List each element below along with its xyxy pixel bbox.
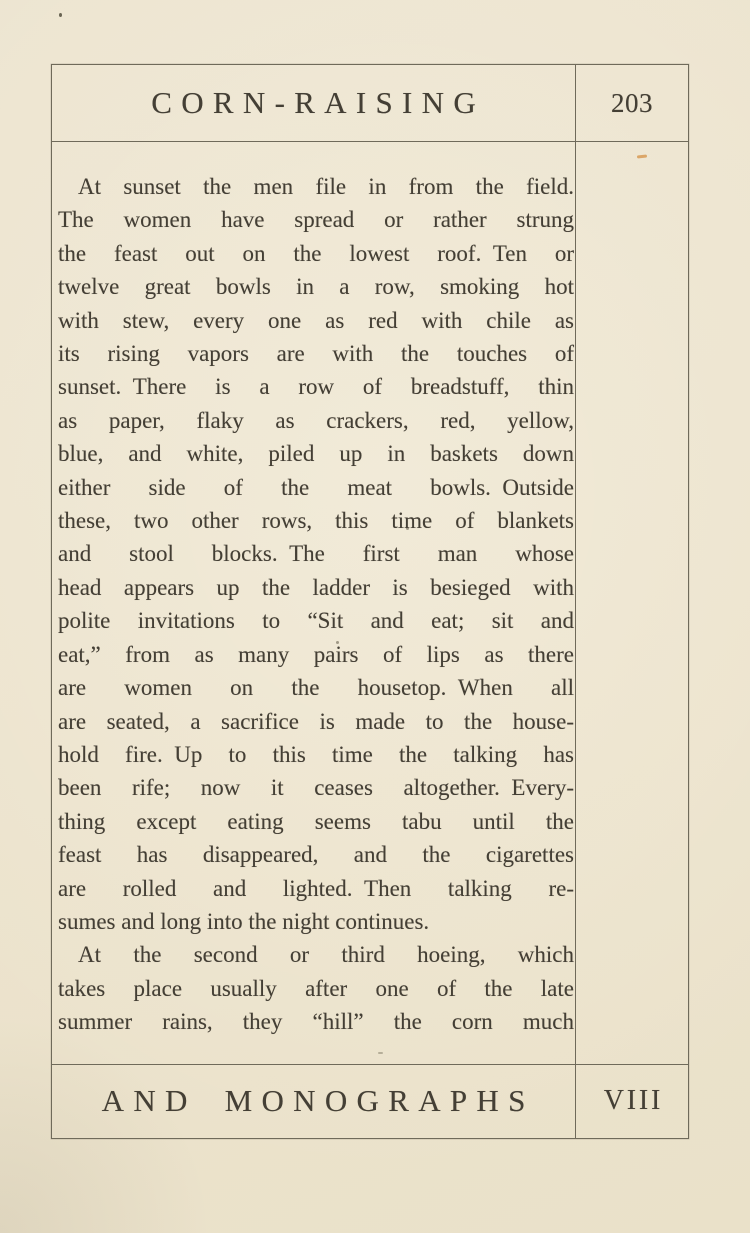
text-line: are women on the housetop. When all: [58, 675, 574, 701]
volume-number: VIII: [603, 1085, 664, 1116]
text-line: are seated, a sacrifice is made to the house-: [58, 708, 574, 734]
text-line: and stool blocks. The first man whose: [58, 541, 574, 567]
text-line: as paper, flaky as crackers, red, yellow,: [58, 407, 574, 433]
text-line: At the second or third hoeing, which: [78, 942, 574, 968]
text-line: thing except eating seems tabu until the: [58, 808, 574, 834]
page-number-cell: [576, 65, 688, 141]
text-line: its rising vapors are with the touches of: [58, 341, 574, 367]
text-line: are rolled and lighted. Then talking re-: [58, 875, 574, 901]
text-line: sumes and long into the night continues.: [58, 908, 430, 934]
running-head: [52, 65, 575, 141]
text-line: either side of the meat bowls. Outside: [58, 474, 574, 500]
text-line: feast has disappeared, and the cigarettes: [58, 842, 574, 868]
text-line: these, two other rows, this time of blankets: [58, 508, 574, 534]
ink-speckle: [59, 13, 62, 17]
text-line: head appears up the ladder is besieged with: [58, 574, 574, 600]
page-title: CORN-RAISING: [151, 85, 486, 120]
text-line: polite invitations to “Sit and eat; sit and: [58, 608, 574, 634]
text-line: with stew, every one as red with chile as: [58, 307, 574, 333]
text-line: sunset. There is a row of breadstuff, thin: [58, 374, 574, 400]
text-line: been rife; now it ceases altogether. Every-: [58, 775, 574, 801]
volume-number-cell: [576, 1065, 688, 1137]
text-line: the feast out on the lowest roof. Ten or: [58, 240, 574, 266]
text-line: summer rains, they “hill” the corn much: [58, 1009, 574, 1035]
text-line: blue, and white, piled up in baskets down: [58, 441, 574, 467]
running-foot: [52, 1065, 575, 1137]
text-line: twelve great bowls in a row, smoking hot: [58, 274, 574, 300]
footer-series-title: AND MONOGRAPHS: [101, 1083, 535, 1118]
text-line: eat,” from as many pairs of lips as there: [58, 641, 574, 667]
text-line: At sunset the men file in from the field.: [78, 174, 574, 199]
text-line: hold fire. Up to this time the talking has: [58, 741, 574, 767]
text-line: The women have spread or rather strung: [58, 207, 574, 233]
page-number: 203: [610, 87, 654, 118]
column-divider-rule: [575, 65, 576, 1138]
page-frame: [51, 64, 689, 1139]
text-line: takes place usually after one of the late: [58, 975, 574, 1001]
body-text: [52, 142, 575, 1039]
